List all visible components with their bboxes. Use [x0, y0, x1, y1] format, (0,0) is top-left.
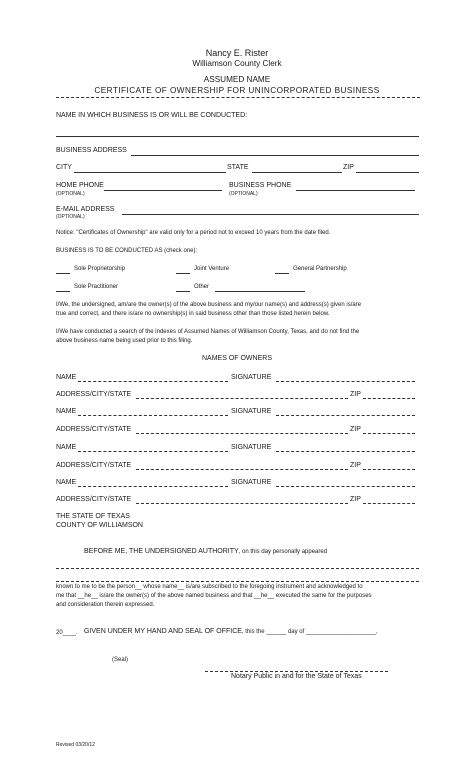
subtitle-underline: [56, 97, 420, 98]
owner-signature-field[interactable]: [276, 381, 415, 382]
business-phone-optional: (OPTIONAL): [229, 191, 258, 197]
authority-rest: , on this day personally appeared: [238, 549, 328, 555]
revised-date: Revised 03/20/12: [56, 742, 95, 748]
owner-name-label: NAME: [56, 374, 77, 381]
email-label: E-MAIL ADDRESS: [56, 206, 115, 213]
owner-zip-label: ZIP: [350, 462, 361, 469]
owner-address-label: ADDRESS/CITY/STATE: [56, 496, 132, 503]
sole-practitioner-label: Sole Practitioner: [74, 284, 119, 290]
state-label: STATE: [227, 164, 249, 171]
joint-venture-label: Joint Venture: [194, 266, 230, 272]
owner-name-label: NAME: [56, 444, 77, 451]
given-line: [84, 621, 378, 637]
owner-address-label: ADDRESS/CITY/STATE: [56, 462, 132, 469]
owner-address-field[interactable]: [136, 433, 348, 434]
statement1-line1: I/We, the undersigned, am/are the owner(s) of the above business and my/our name(s) and address(s) given is/are: [56, 302, 362, 308]
sole-practitioner-checkbox[interactable]: [56, 291, 70, 292]
other-label: Other: [194, 284, 210, 290]
owner-zip-label: ZIP: [350, 496, 361, 503]
owner-name-label: NAME: [56, 479, 77, 486]
owner-zip-label: ZIP: [350, 426, 361, 433]
other-field[interactable]: [215, 291, 305, 292]
owner-name-field[interactable]: [78, 486, 228, 487]
business-address-field[interactable]: [131, 155, 419, 156]
owners-heading: NAMES OF OWNERS: [201, 355, 272, 362]
notary-signature-field[interactable]: [205, 671, 388, 672]
owner-address-label: ADDRESS/CITY/STATE: [56, 426, 132, 433]
zip-label: ZIP: [343, 164, 354, 171]
general-partnership-label: General Partnership: [293, 266, 347, 272]
statement2-line2: above business name being used prior to this filing.: [56, 338, 193, 344]
known-text-line3: and consideration therein expressed.: [56, 602, 155, 608]
email-optional: (OPTIONAL): [56, 214, 85, 220]
clerk-name: Nancy E. Rister: [205, 48, 269, 58]
form-title: ASSUMED NAME: [203, 75, 271, 84]
county-clerk: Williamson County Clerk: [192, 59, 282, 68]
owner-name-field[interactable]: [78, 381, 228, 382]
business-phone-field[interactable]: [296, 190, 415, 191]
owner-zip-field[interactable]: [363, 503, 415, 504]
owner-name-label: NAME: [56, 408, 77, 415]
statement1-line2: true and correct, and there is/are no ownership(s) in said business other than those listed herein below.: [56, 311, 330, 317]
owner-signature-label: SIGNATURE: [231, 444, 272, 451]
owner-zip-field[interactable]: [363, 398, 415, 399]
business-name-label: NAME IN WHICH BUSINESS IS OR WILL BE CONDUCTED:: [56, 112, 248, 119]
general-partnership-checkbox[interactable]: [275, 273, 289, 274]
seal-label: (Seal): [112, 657, 129, 663]
owner-signature-field[interactable]: [276, 486, 415, 487]
owner-zip-field[interactable]: [363, 433, 415, 434]
owner-address-label: ADDRESS/CITY/STATE: [56, 391, 132, 398]
city-field[interactable]: [74, 172, 226, 173]
sole-proprietorship-label: Sole Proprietorship: [74, 266, 126, 272]
city-label: CITY: [56, 164, 72, 171]
owner-name-field[interactable]: [78, 451, 228, 452]
owner-name-field[interactable]: [78, 415, 228, 416]
appeared-field[interactable]: [56, 568, 419, 569]
home-phone-optional: (OPTIONAL): [56, 191, 85, 197]
owner-address-field[interactable]: [136, 469, 348, 470]
other-checkbox[interactable]: [176, 291, 190, 292]
statement2-line1: I/We have conducted a search of the indexes of Assumed Names of Williamson County, Texas, and do not find the: [56, 329, 360, 335]
owner-zip-field[interactable]: [363, 469, 415, 470]
business-name-field[interactable]: [56, 136, 419, 137]
given-rest: , this the ______ day of _____________________,: [241, 629, 378, 635]
owner-address-field[interactable]: [136, 398, 348, 399]
owner-signature-label: SIGNATURE: [231, 479, 272, 486]
form-subtitle: CERTIFICATE OF OWNERSHIP FOR UNINCORPORATED BUSINESS: [94, 86, 380, 95]
notary-caption: Notary Public in and for the State of Texas: [231, 673, 362, 680]
business-phone-label: BUSINESS PHONE: [229, 182, 292, 189]
owner-zip-label: ZIP: [350, 391, 361, 398]
venue-county: COUNTY OF WILLIAMSON: [56, 522, 143, 529]
notice-text: Notice: "Certificates of Ownership" are valid only for a period not to exceed 10 years from the date filed.: [56, 230, 331, 236]
owner-signature-field[interactable]: [276, 415, 415, 416]
venue-state: THE STATE OF TEXAS: [56, 513, 130, 520]
joint-venture-checkbox[interactable]: [176, 273, 190, 274]
authority-line: [84, 541, 327, 557]
owner-address-field[interactable]: [136, 503, 348, 504]
zip-field[interactable]: [356, 172, 419, 173]
state-field[interactable]: [252, 172, 342, 173]
known-text-line2: me that __he__ is/are the owner(s) of the above named business and that __he__ executed the same for the purposes: [56, 593, 372, 599]
home-phone-field[interactable]: [104, 190, 222, 191]
given-caps: GIVEN UNDER MY HAND AND SEAL OF OFFICE: [84, 628, 242, 635]
home-phone-label: HOME PHONE: [56, 182, 104, 189]
appeared-field[interactable]: [56, 581, 419, 582]
sole-proprietorship-checkbox[interactable]: [56, 273, 70, 274]
email-field[interactable]: [122, 214, 419, 215]
known-text-line1: known to me to be the person__ whose name__ is/are subscribed to the foregoing instrument and acknowledged to: [56, 584, 363, 590]
owner-signature-field[interactable]: [276, 451, 415, 452]
business-address-label: BUSINESS ADDRESS: [56, 147, 127, 154]
given-year: 20____.: [56, 630, 78, 636]
authority-caps: BEFORE ME, THE UNDERSIGNED AUTHORITY: [84, 548, 239, 555]
conducted-as-label: BUSINESS IS TO BE CONDUCTED AS (check one):: [56, 248, 198, 254]
owner-signature-label: SIGNATURE: [231, 374, 272, 381]
owner-signature-label: SIGNATURE: [231, 408, 272, 415]
